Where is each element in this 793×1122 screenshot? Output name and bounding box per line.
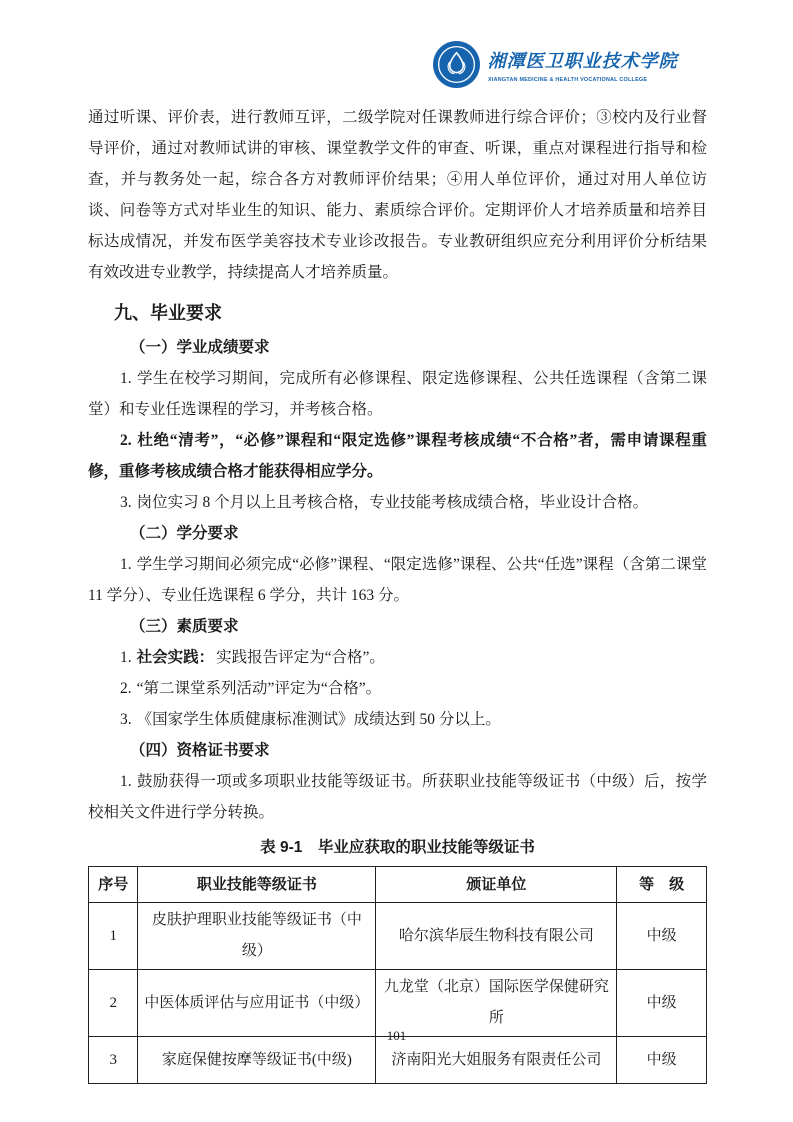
college-name-en-wrap [487,71,753,82]
subsection-heading: （二）学分要求 [130,525,239,542]
item-text: 实践报告评定为“合格”。 [216,649,385,666]
numbered-item [88,487,707,518]
document-body [88,102,707,1084]
table-row [89,903,707,970]
item-number: 1. [120,649,132,666]
table-cell: 2 [89,970,138,1037]
item-text: 《国家学生体质健康标准测试》成绩达到 50 分以上。 [136,711,501,728]
item-text: 学生学习期间必须完成“必修”课程、“限定选修”课程、公共“任选”课程（含第二课堂 11 学分）、专业任选课程 6 学分，共计 163 分。 [88,556,707,604]
table-cell: 中级 [617,970,707,1037]
table-cell: 皮肤护理职业技能等级证书（中级） [138,903,376,970]
numbered-item [88,425,707,487]
intro-paragraph: 通过听课、评价表，进行教师互评，二级学院对任课教师进行综合评价；③校内及行业督导评价，通过对教师试讲的审核、课堂教学文件的审查、听课，重点对课程进行指导和检查，并与教务处一起，综合各方对教师评价结果；④用人单位评价，通过对用人单位访谈、问卷等方式对毕业生的知识、能力、素质综合评价。定期评价人才培养质量和培养目标达成情况，并发布医学美容技术专业诊改报告。专业教研组织应充分利用评价分析结果有效改进专业教学，持续提高人才培养质量。 [88,109,707,281]
college-name-zh: 湘潭医卫职业技术学院 [487,50,678,71]
table-header-row [89,867,707,903]
item-text: “第二课堂系列活动”评定为“合格”。 [136,680,382,697]
table-row [89,970,707,1037]
table-cell: 家庭保健按摩等级证书(中级) [138,1037,376,1084]
subsection-heading: （四）资格证书要求 [130,742,270,759]
table-cell: 哈尔滨华辰生物科技有限公司 [376,903,617,970]
subsections-container [88,332,707,828]
item-text: 杜绝“清考”，“必修”课程和“限定选修”课程考核成绩“不合格”者，需申请课程重修，重修考核成绩合格才能获得相应学分。 [88,432,707,480]
item-number: 3. [120,711,132,728]
item-number: 1. [120,370,132,387]
item-number: 1. [120,556,132,573]
subsection-heading: （一）学业成绩要求 [130,339,270,356]
numbered-item [88,549,707,611]
college-names [487,50,753,82]
table-header-cell: 等 级 [617,867,707,903]
table-cell: 中医体质评估与应用证书（中级） [138,970,376,1037]
table-header-cell: 职业技能等级证书 [138,867,376,903]
table-cell: 中级 [617,1037,707,1084]
table-cell: 济南阳光大姐服务有限责任公司 [376,1037,617,1084]
item-text: 鼓励获得一项或多项职业技能等级证书。所获职业技能等级证书（中级）后，按学校相关文件进行学分转换。 [88,773,707,821]
college-name-en: XIANGTAN MEDICINE & HEALTH VOCATIONAL COLLEGE [487,75,647,82]
item-number: 3. [120,494,132,511]
item-bold-prefix: 社会实践： [136,649,215,666]
item-number: 2. [120,680,132,697]
table-cell: 1 [89,903,138,970]
page-number: 101 [386,1028,407,1043]
table-title: 表 9-1 毕业应获取的职业技能等级证书 [260,839,535,856]
numbered-item [88,766,707,828]
item-text: 岗位实习 8 个月以上且考核合格，专业技能考核成绩合格，毕业设计合格。 [136,494,649,511]
numbered-item [88,704,707,735]
table-cell: 九龙堂（北京）国际医学保健研究所 [376,970,617,1037]
numbered-item [88,642,707,673]
numbered-item [88,673,707,704]
item-number: 1. [120,773,132,790]
table-cell: 3 [89,1037,138,1084]
item-text: 学生在校学习期间，完成所有必修课程、限定选修课程、公共任选课程（含第二课堂）和专业任选课程的学习，并考核合格。 [88,370,707,418]
college-logo [432,40,753,89]
table-cell: 中级 [617,903,707,970]
table-header-cell: 序号 [89,867,138,903]
college-seal-icon [432,40,481,89]
subsection-heading: （三）素质要求 [130,618,239,635]
numbered-item [88,363,707,425]
certificate-table [88,866,707,1084]
section-title: 九、毕业要求 [114,303,222,323]
item-number: 2. [120,432,132,449]
table-header-cell: 颁证单位 [376,867,617,903]
